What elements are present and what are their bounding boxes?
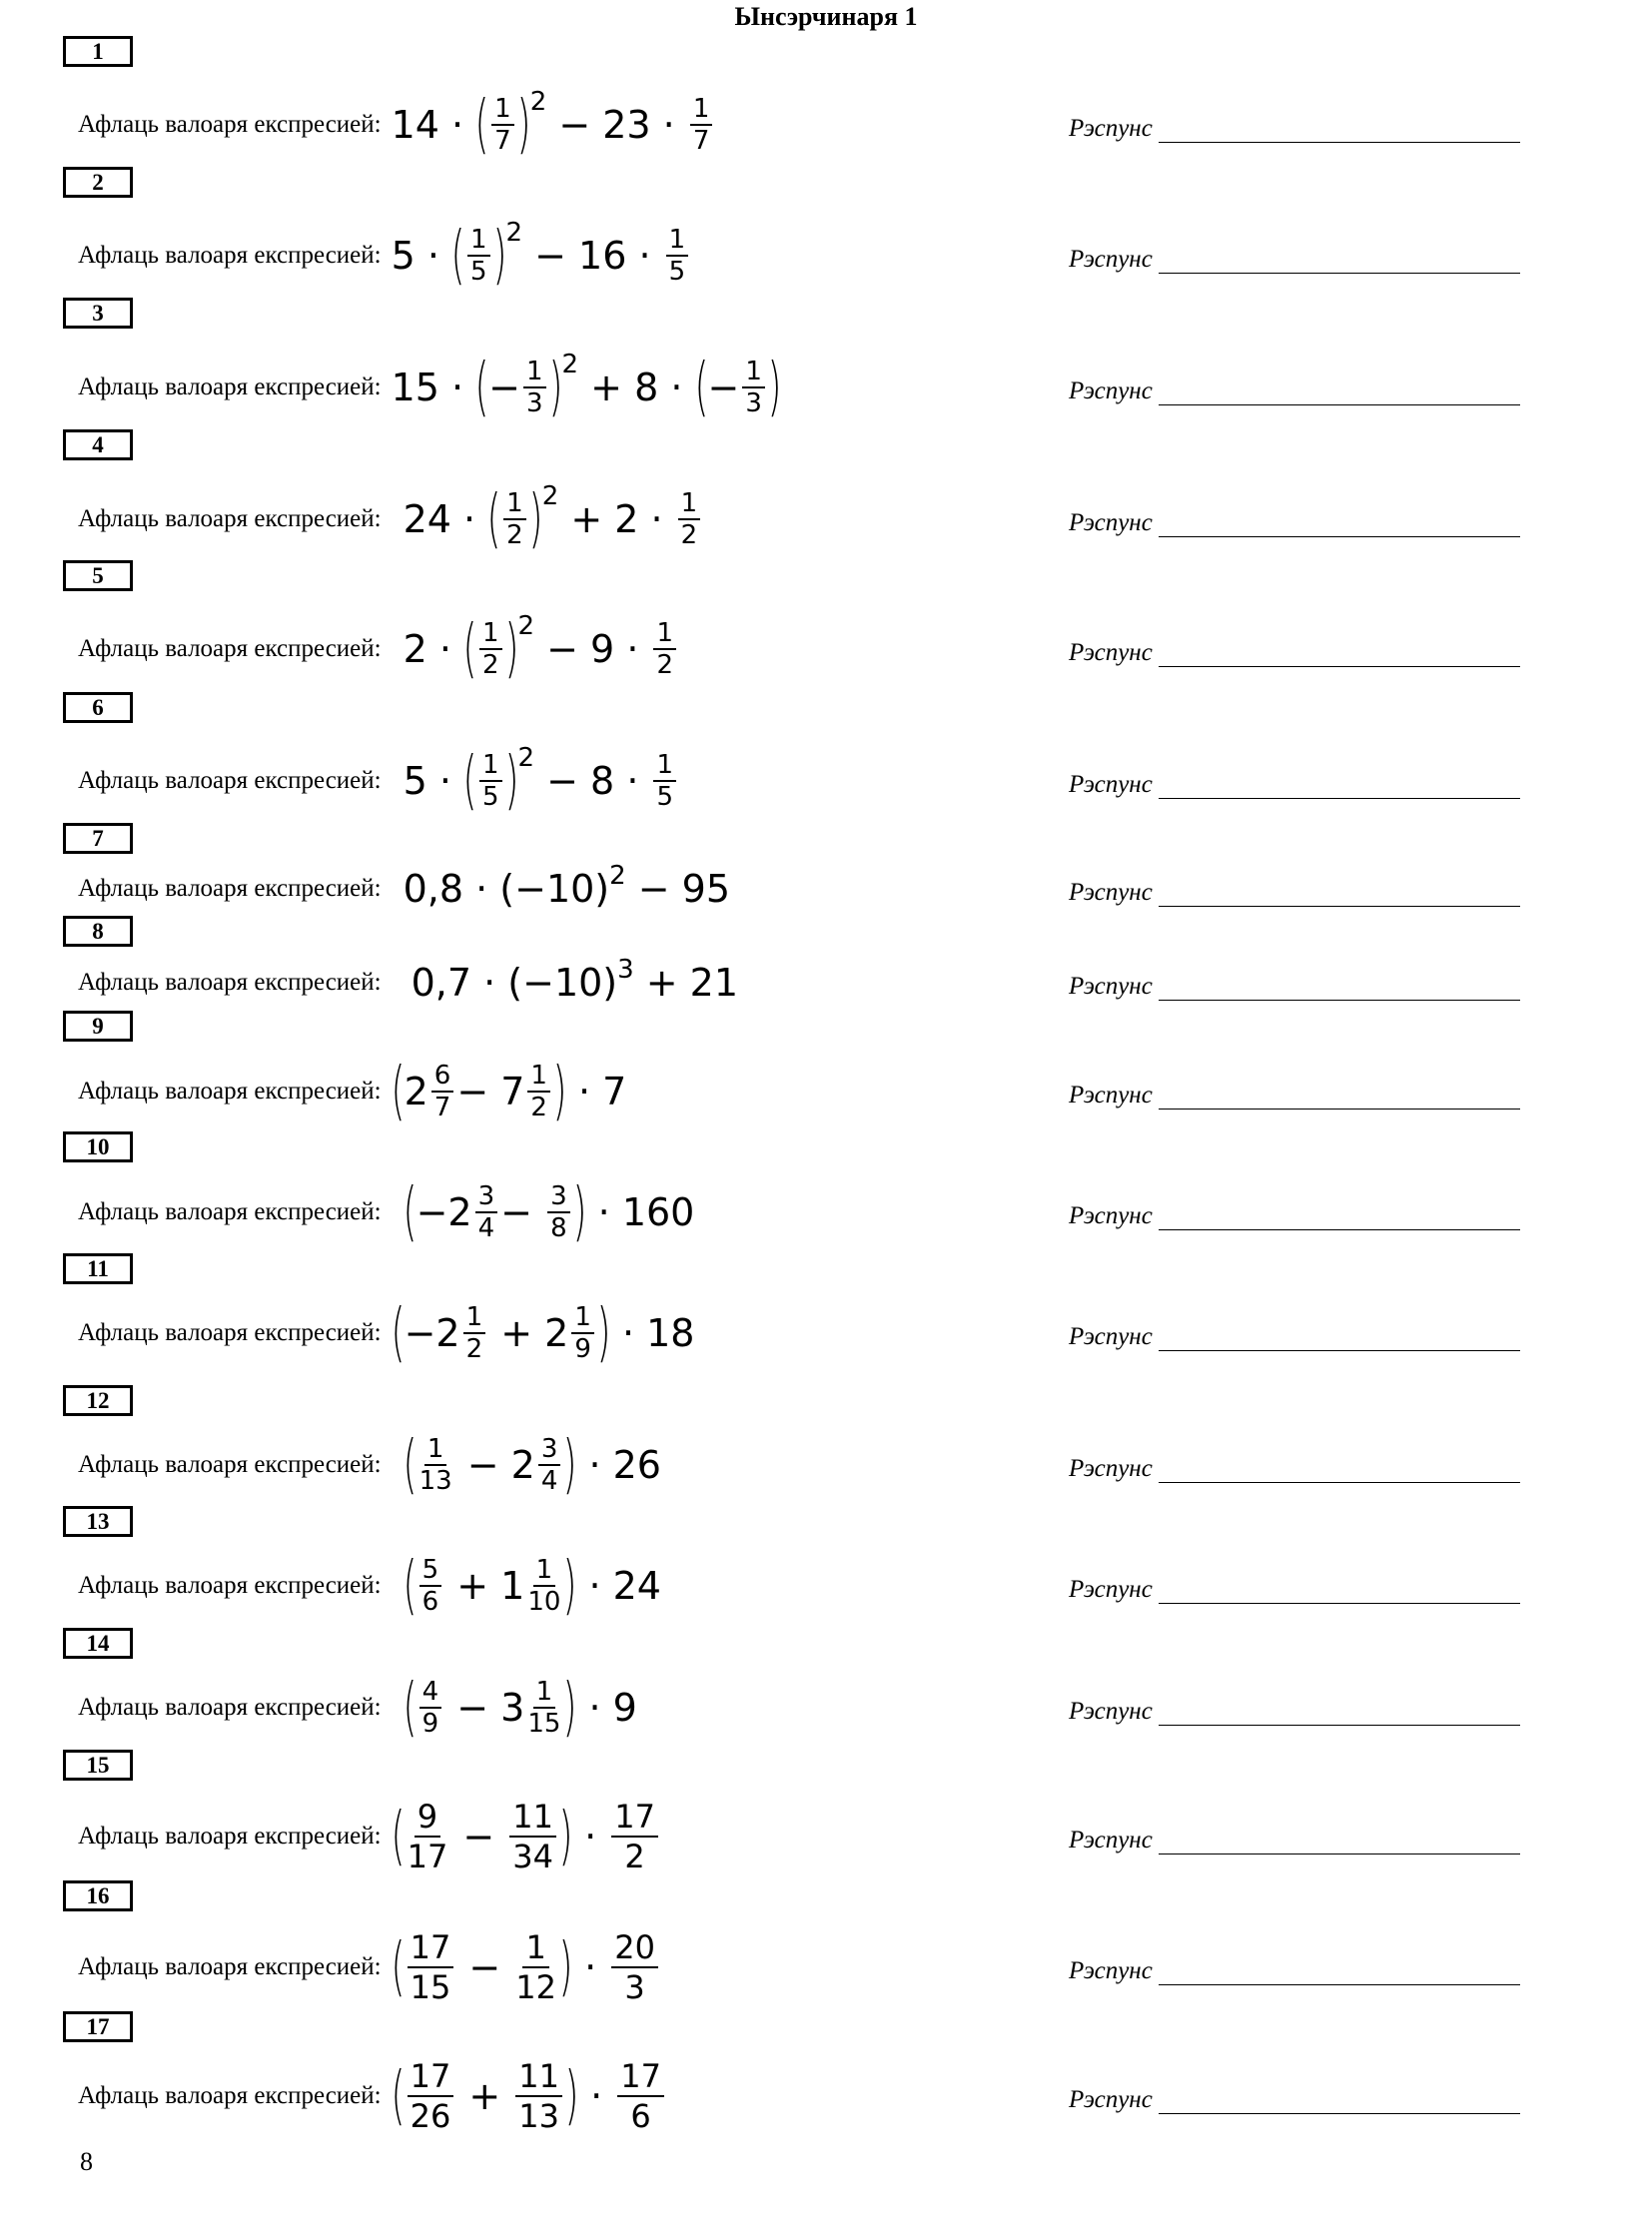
math-text: 2 · (403, 627, 464, 671)
denominator: 9 (421, 1709, 439, 1739)
problem-number: 17 (63, 2011, 133, 2042)
fraction (419, 1555, 442, 1617)
denominator: 5 (470, 257, 487, 287)
left-paren: ( (462, 744, 477, 818)
numerator: 4 (419, 1677, 442, 1709)
math-text: − 2 (454, 1443, 535, 1487)
problem-row (78, 1283, 694, 1383)
page-title: Ынсэрчинаря 1 (734, 2, 918, 31)
fraction (479, 750, 502, 812)
numerator: 1 (424, 1434, 447, 1466)
right-paren: ) (563, 1549, 577, 1623)
math-text: − 23 · (546, 103, 687, 147)
left-paren: ( (462, 612, 477, 686)
answer-input-line[interactable] (1159, 1324, 1520, 1351)
math-expression (403, 1175, 695, 1249)
answer-input-line[interactable] (1159, 2087, 1520, 2114)
math-text: − 95 (625, 867, 731, 911)
numerator: 3 (538, 1434, 561, 1466)
numerator: 20 (611, 1928, 658, 1968)
denominator: 4 (540, 1466, 558, 1496)
right-paren: ) (528, 482, 543, 556)
answer-label: Рэспунс (1069, 973, 1153, 1000)
fraction (503, 488, 526, 550)
answer-label: Рэспунс (1069, 1455, 1153, 1482)
problem-number: 15 (63, 1750, 133, 1781)
fraction (467, 225, 490, 287)
answer-input-line[interactable] (1159, 1699, 1520, 1726)
page-number: 8 (80, 2147, 93, 2176)
answer-field[interactable] (1069, 234, 1520, 274)
problem-row (78, 1787, 661, 1886)
right-paren: ) (492, 219, 506, 293)
math-text: − (500, 1190, 545, 1234)
fraction (419, 1434, 452, 1496)
exponent: 3 (617, 955, 634, 985)
denominator: 8 (550, 1213, 567, 1243)
problem-number: 3 (63, 298, 133, 329)
denominator: 6 (630, 2097, 651, 2135)
fraction (571, 1302, 594, 1364)
prompt-label: Афлаць валоаря експресией: (78, 1694, 382, 1721)
answer-input-line[interactable] (1159, 1203, 1520, 1230)
math-text: − 3 (444, 1686, 525, 1730)
answer-input-line[interactable] (1159, 640, 1520, 667)
answer-label: Рэспунс (1069, 246, 1153, 273)
numerator: 9 (414, 1798, 440, 1838)
answer-field[interactable] (1069, 497, 1520, 537)
problem-number: 8 (63, 916, 133, 947)
answer-field[interactable] (1069, 1945, 1520, 1985)
denominator: 7 (494, 126, 511, 156)
numerator: 11 (509, 1798, 556, 1838)
denominator: 17 (407, 1838, 448, 1875)
math-expression (391, 87, 716, 162)
answer-field[interactable] (1069, 627, 1520, 667)
answer-label: Рэспунс (1069, 1957, 1153, 1984)
fraction (527, 1555, 560, 1617)
fraction (475, 1181, 498, 1243)
answer-field[interactable] (1069, 2074, 1520, 2114)
math-text: + 2 (488, 1311, 569, 1355)
problem-number: 16 (63, 1880, 133, 1911)
left-paren: ( (403, 1175, 416, 1249)
numerator: 17 (611, 1798, 658, 1838)
answer-input-line[interactable] (1159, 510, 1520, 537)
numerator: 1 (479, 618, 502, 650)
denominator: 6 (421, 1587, 439, 1617)
problem-row (78, 599, 679, 699)
fraction (527, 1677, 560, 1739)
denominator: 3 (745, 388, 762, 418)
answer-field[interactable] (1069, 1443, 1520, 1483)
math-text: − 9 · (534, 627, 651, 671)
problem-number: 12 (63, 1385, 133, 1416)
fraction (408, 1928, 454, 2006)
math-expression (391, 218, 692, 293)
right-paren: ) (572, 1175, 586, 1249)
fraction (515, 1928, 556, 2006)
numerator: 1 (533, 1555, 556, 1587)
denominator: 12 (515, 1968, 557, 2006)
math-expression (403, 1549, 661, 1623)
numerator: 1 (678, 488, 701, 520)
numerator: 17 (408, 1928, 454, 1968)
answer-label: Рэспунс (1069, 1323, 1153, 1350)
math-expression (403, 611, 679, 686)
left-paren: ( (450, 219, 465, 293)
problem-row (78, 933, 738, 1033)
left-paren: ( (391, 1800, 405, 1873)
problem-number: 6 (63, 692, 133, 723)
answer-label: Рэспунс (1069, 1576, 1153, 1603)
left-paren: ( (391, 1296, 405, 1370)
fraction (515, 2057, 562, 2135)
numerator: 1 (479, 750, 502, 782)
denominator: 15 (410, 1968, 451, 2006)
prompt-label: Афлаць валоаря експресией: (78, 1953, 382, 1980)
problem-row (78, 839, 730, 939)
prompt-label: Афлаць валоаря експресией: (78, 875, 382, 902)
numerator: 11 (515, 2057, 562, 2097)
prompt-label: Афлаць валоаря експресией: (78, 242, 382, 269)
answer-label: Рэспунс (1069, 639, 1153, 666)
prompt-label: Афлаць валоаря експресией: (78, 1198, 382, 1225)
fraction (463, 1302, 486, 1364)
math-expression (411, 955, 739, 1005)
fraction (611, 1798, 658, 1875)
fraction (491, 94, 514, 156)
right-paren: ) (516, 88, 531, 162)
prompt-label: Афлаць валоаря експресией: (78, 1078, 382, 1105)
math-text: + (456, 2074, 513, 2118)
answer-input-line[interactable] (1159, 880, 1520, 907)
problem-number: 2 (63, 167, 133, 198)
exponent: 2 (505, 218, 523, 248)
prompt-label: Афлаць валоаря експресией: (78, 1572, 382, 1599)
right-paren: ) (558, 1800, 573, 1873)
prompt-label: Афлаць валоаря експресией: (78, 969, 382, 996)
problem-row (78, 1162, 694, 1262)
prompt-label: Афлаць валоаря експресией: (78, 1823, 382, 1850)
answer-field[interactable] (1069, 1815, 1520, 1854)
denominator: 2 (624, 1838, 645, 1875)
left-paren: ( (474, 88, 489, 162)
answer-field[interactable] (1069, 759, 1520, 799)
math-text: · 24 (576, 1564, 661, 1608)
math-expression (392, 1928, 661, 2006)
answer-input-line[interactable] (1159, 1958, 1520, 1985)
problem-number: 5 (63, 560, 133, 591)
math-text: − 7 (456, 1070, 525, 1113)
right-paren: ) (563, 1428, 577, 1502)
fraction (742, 357, 765, 418)
math-text: − (456, 1945, 513, 1989)
numerator: 17 (408, 2057, 454, 2097)
problem-number: 11 (63, 1253, 133, 1284)
math-text: 0,8 · (−10) (403, 867, 610, 911)
prompt-label: Афлаць валоаря експресией: (78, 505, 382, 532)
math-text: · 9 (576, 1686, 637, 1730)
math-text: − (488, 366, 521, 409)
numerator: 3 (475, 1181, 498, 1213)
answer-label: Рэспунс (1069, 771, 1153, 798)
problem-row (78, 1658, 637, 1758)
answer-input-line[interactable] (1159, 378, 1520, 405)
numerator: 5 (419, 1555, 442, 1587)
answer-field[interactable] (1069, 1190, 1520, 1230)
math-text: · 7 (565, 1070, 627, 1113)
numerator: 1 (527, 1061, 550, 1093)
math-text: · (571, 1945, 609, 1989)
prompt-label: Афлаць валоаря експресией: (78, 635, 382, 662)
fraction (653, 750, 676, 812)
right-paren: ) (548, 351, 562, 424)
left-paren: ( (403, 1428, 416, 1502)
math-text: + 2 · (558, 497, 675, 541)
math-text: 14 · (391, 103, 476, 147)
fraction (666, 225, 689, 287)
left-paren: ( (474, 351, 489, 424)
denominator: 13 (418, 1466, 452, 1496)
problem-row (78, 2046, 667, 2146)
right-paren: ) (504, 612, 518, 686)
math-text: + 8 · (578, 366, 695, 409)
fraction (547, 1181, 570, 1243)
exponent: 2 (609, 861, 626, 891)
exponent: 2 (529, 87, 547, 117)
math-text: − 8 · (534, 759, 651, 803)
denominator: 2 (656, 650, 674, 680)
denominator: 34 (512, 1838, 554, 1875)
numerator: 1 (571, 1302, 594, 1334)
denominator: 2 (506, 520, 523, 550)
numerator: 1 (666, 225, 689, 257)
math-text: 15 · (391, 366, 476, 409)
math-expression (391, 1055, 627, 1128)
numerator: 1 (690, 94, 713, 126)
answer-input-line[interactable] (1159, 772, 1520, 799)
problem-number: 14 (63, 1628, 133, 1659)
answer-label: Рэспунс (1069, 1827, 1153, 1853)
exponent: 2 (541, 481, 559, 511)
exponent: 2 (561, 350, 579, 379)
answer-input-line[interactable] (1159, 1083, 1520, 1110)
fraction (523, 357, 546, 418)
denominator: 5 (656, 782, 674, 812)
left-paren: ( (391, 2059, 405, 2133)
math-text: 0,7 · (−10) (411, 961, 618, 1005)
fraction (538, 1434, 561, 1496)
math-expression (403, 861, 731, 911)
exponent: 2 (517, 611, 535, 641)
answer-field[interactable] (1069, 366, 1520, 405)
denominator: 7 (692, 126, 710, 156)
left-paren: ( (391, 1055, 405, 1128)
answer-input-line[interactable] (1159, 116, 1520, 143)
denominator: 13 (518, 2097, 560, 2135)
numerator: 1 (491, 94, 514, 126)
answer-label: Рэспунс (1069, 879, 1153, 906)
problem-number: 10 (63, 1131, 133, 1162)
prompt-label: Афлаць валоаря експресией: (78, 1319, 382, 1346)
denominator: 10 (527, 1587, 561, 1617)
denominator: 2 (530, 1093, 547, 1122)
answer-label: Рэспунс (1069, 1082, 1153, 1109)
problem-number: 7 (63, 823, 133, 854)
fraction (408, 2057, 454, 2135)
problem-row (78, 1917, 661, 2017)
fraction (408, 1798, 448, 1875)
right-paren: ) (552, 1055, 567, 1128)
answer-label: Рэспунс (1069, 115, 1153, 142)
fraction (678, 488, 701, 550)
denominator: 2 (465, 1334, 483, 1364)
right-paren: ) (596, 1296, 611, 1370)
problem-number: 13 (63, 1506, 133, 1537)
math-text: + 21 (633, 961, 739, 1005)
right-paren: ) (564, 2059, 579, 2133)
answer-input-line[interactable] (1159, 1828, 1520, 1854)
problem-row (78, 75, 715, 175)
left-paren: ( (391, 1930, 405, 2004)
prompt-label: Афлаць валоаря експресией: (78, 373, 382, 400)
numerator: 6 (431, 1061, 454, 1093)
answer-input-line[interactable] (1159, 1577, 1520, 1604)
fraction (611, 1928, 658, 2006)
problem-number: 4 (63, 429, 133, 460)
answer-field[interactable] (1069, 1686, 1520, 1726)
left-paren: ( (403, 1549, 416, 1623)
math-expression (403, 481, 704, 556)
problem-row (78, 1415, 661, 1515)
problem-row (78, 469, 703, 569)
math-text: · 18 (609, 1311, 695, 1355)
numerator: 1 (742, 357, 765, 388)
math-expression (391, 350, 782, 424)
prompt-label: Афлаць валоаря експресией: (78, 767, 382, 794)
math-expression (403, 743, 679, 818)
math-text: 24 · (403, 497, 488, 541)
math-text: − (707, 366, 740, 409)
answer-field[interactable] (1069, 1564, 1520, 1604)
numerator: 1 (463, 1302, 486, 1334)
math-text: · (577, 2074, 615, 2118)
denominator: 2 (680, 520, 698, 550)
answer-label: Рэспунс (1069, 509, 1153, 536)
right-paren: ) (504, 744, 518, 818)
exponent: 2 (517, 743, 535, 773)
math-expression (392, 1798, 661, 1875)
math-text: + 1 (444, 1564, 525, 1608)
prompt-label: Афлаць валоаря експресией: (78, 111, 382, 138)
answer-label: Рэспунс (1069, 1202, 1153, 1229)
math-text: − (450, 1815, 507, 1858)
math-text: 5 · (403, 759, 464, 803)
problem-row (78, 206, 691, 306)
right-paren: ) (558, 1930, 573, 2004)
fraction (479, 618, 502, 680)
prompt-label: Афлаць валоаря експресией: (78, 1451, 382, 1478)
numerator: 1 (533, 1677, 556, 1709)
numerator: 1 (653, 750, 676, 782)
problem-number: 9 (63, 1011, 133, 1042)
right-paren: ) (563, 1671, 577, 1745)
fraction (617, 2057, 664, 2135)
answer-input-line[interactable] (1159, 247, 1520, 274)
answer-field[interactable] (1069, 1070, 1520, 1110)
denominator: 26 (410, 2097, 451, 2135)
fraction (419, 1677, 442, 1739)
denominator: 3 (624, 1968, 645, 2006)
answer-field[interactable] (1069, 1311, 1520, 1351)
left-paren: ( (486, 482, 501, 556)
problem-row (78, 1042, 626, 1141)
denominator: 5 (482, 782, 499, 812)
denominator: 7 (433, 1093, 451, 1122)
math-text: −2 (404, 1311, 460, 1355)
problem-row (78, 1536, 661, 1636)
fraction (527, 1061, 550, 1122)
denominator: 2 (482, 650, 499, 680)
answer-label: Рэспунс (1069, 377, 1153, 404)
math-expression (403, 1671, 637, 1745)
fraction (431, 1061, 454, 1122)
problem-number: 1 (63, 36, 133, 67)
numerator: 1 (467, 225, 490, 257)
math-text: · (571, 1815, 609, 1858)
math-text: − 16 · (522, 234, 663, 278)
right-paren: ) (767, 351, 782, 424)
answer-field[interactable] (1069, 867, 1520, 907)
numerator: 3 (547, 1181, 570, 1213)
math-text: 5 · (391, 234, 452, 278)
left-paren: ( (694, 351, 708, 424)
denominator: 4 (477, 1213, 495, 1243)
math-text: 2 (404, 1070, 428, 1113)
fraction (509, 1798, 556, 1875)
prompt-label: Афлаць валоаря експресией: (78, 2082, 382, 2109)
answer-field[interactable] (1069, 103, 1520, 143)
math-text: · 26 (576, 1443, 661, 1487)
denominator: 3 (526, 388, 543, 418)
answer-label: Рэспунс (1069, 2086, 1153, 2113)
fraction (653, 618, 676, 680)
answer-label: Рэспунс (1069, 1698, 1153, 1725)
denominator: 5 (668, 257, 686, 287)
math-expression (403, 1428, 661, 1502)
answer-field[interactable] (1069, 961, 1520, 1001)
math-expression (391, 1296, 695, 1370)
math-text: · 160 (585, 1190, 695, 1234)
denominator: 15 (527, 1709, 561, 1739)
numerator: 1 (522, 1928, 548, 1968)
left-paren: ( (403, 1671, 416, 1745)
numerator: 17 (617, 2057, 664, 2097)
answer-input-line[interactable] (1159, 1456, 1520, 1483)
denominator: 9 (574, 1334, 591, 1364)
answer-input-line[interactable] (1159, 974, 1520, 1001)
problem-row (78, 731, 679, 831)
numerator: 1 (503, 488, 526, 520)
problem-row (78, 338, 781, 437)
math-expression (392, 2057, 667, 2135)
numerator: 1 (653, 618, 676, 650)
fraction (690, 94, 713, 156)
math-text: −2 (415, 1190, 472, 1234)
numerator: 1 (523, 357, 546, 388)
